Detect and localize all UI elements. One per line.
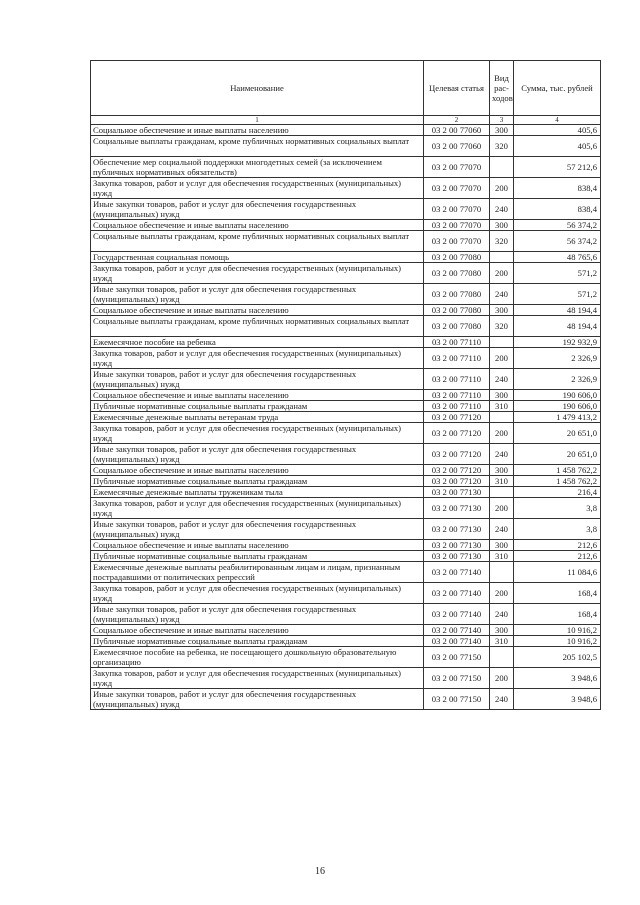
row-type (490, 157, 514, 178)
row-code: 03 2 00 77070 (424, 157, 490, 178)
table-body (91, 125, 601, 710)
header-sum: Сумма, тыс. рублей (514, 61, 601, 116)
table-row (91, 369, 601, 390)
row-name: Закупка товаров, работ и услуг для обеспечения государственных (муниципальных) нужд (91, 498, 424, 519)
row-name: Публичные нормативные социальные выплаты гражданам (91, 401, 424, 412)
row-sum: 48 194,4 (514, 305, 601, 316)
row-code: 03 2 00 77060 (424, 125, 490, 136)
row-sum: 838,4 (514, 178, 601, 199)
table-row (91, 562, 601, 583)
table-row (91, 390, 601, 401)
row-code: 03 2 00 77110 (424, 348, 490, 369)
table-row (91, 178, 601, 199)
row-name: Ежемесячные денежные выплаты труженикам тыла (91, 487, 424, 498)
row-code: 03 2 00 77130 (424, 519, 490, 540)
row-name: Иные закупки товаров, работ и услуг для обеспечения государственных (муниципальных) нужд (91, 444, 424, 465)
row-name: Социальное обеспечение и иные выплаты населению (91, 540, 424, 551)
row-sum: 56 374,2 (514, 220, 601, 231)
table-row (91, 284, 601, 305)
row-code: 03 2 00 77150 (424, 668, 490, 689)
column-number: 1 (91, 116, 424, 125)
row-type (490, 647, 514, 668)
row-name: Социальное обеспечение и иные выплаты населению (91, 305, 424, 316)
row-code: 03 2 00 77110 (424, 401, 490, 412)
table-row (91, 337, 601, 348)
row-sum: 168,4 (514, 604, 601, 625)
table-row (91, 636, 601, 647)
budget-table (90, 60, 601, 710)
column-number-row (91, 116, 601, 125)
row-type: 310 (490, 476, 514, 487)
row-sum: 20 651,0 (514, 444, 601, 465)
table-header-row (91, 61, 601, 116)
table-row (91, 444, 601, 465)
row-sum: 2 326,9 (514, 348, 601, 369)
row-sum: 3 948,6 (514, 668, 601, 689)
row-code: 03 2 00 77140 (424, 625, 490, 636)
row-sum: 3,8 (514, 519, 601, 540)
table-row (91, 604, 601, 625)
row-sum: 2 326,9 (514, 369, 601, 390)
row-code: 03 2 00 77110 (424, 337, 490, 348)
row-name: Социальное обеспечение и иные выплаты населению (91, 465, 424, 476)
header-name: Наименование (91, 61, 424, 116)
row-type: 200 (490, 583, 514, 604)
table-row (91, 625, 601, 636)
table-row (91, 583, 601, 604)
row-code: 03 2 00 77070 (424, 220, 490, 231)
row-sum: 405,6 (514, 125, 601, 136)
row-code: 03 2 00 77120 (424, 444, 490, 465)
row-name: Социальное обеспечение и иные выплаты населению (91, 390, 424, 401)
table-row (91, 252, 601, 263)
row-sum: 10 916,2 (514, 636, 601, 647)
row-type: 320 (490, 136, 514, 157)
row-sum: 20 651,0 (514, 423, 601, 444)
row-code: 03 2 00 77080 (424, 305, 490, 316)
row-sum: 3,8 (514, 498, 601, 519)
row-name: Иные закупки товаров, работ и услуг для обеспечения государственных (муниципальных) нужд (91, 604, 424, 625)
row-type: 200 (490, 348, 514, 369)
row-type: 310 (490, 636, 514, 647)
row-sum: 190 606,0 (514, 390, 601, 401)
row-type: 200 (490, 423, 514, 444)
table-row (91, 348, 601, 369)
row-name: Иные закупки товаров, работ и услуг для обеспечения государственных (муниципальных) нужд (91, 284, 424, 305)
row-code: 03 2 00 77120 (424, 476, 490, 487)
header-code: Целевая статья (424, 61, 490, 116)
table-row (91, 316, 601, 337)
row-name: Социальное обеспечение и иные выплаты населению (91, 220, 424, 231)
row-sum: 212,6 (514, 540, 601, 551)
row-type: 200 (490, 498, 514, 519)
row-code: 03 2 00 77070 (424, 231, 490, 252)
row-sum: 168,4 (514, 583, 601, 604)
row-type: 300 (490, 305, 514, 316)
row-type: 320 (490, 316, 514, 337)
row-type (490, 487, 514, 498)
table-row (91, 551, 601, 562)
row-type (490, 337, 514, 348)
row-type: 240 (490, 519, 514, 540)
row-name: Иные закупки товаров, работ и услуг для обеспечения государственных (муниципальных) нужд (91, 519, 424, 540)
row-type: 300 (490, 125, 514, 136)
column-number: 3 (490, 116, 514, 125)
row-type: 300 (490, 220, 514, 231)
table-row (91, 412, 601, 423)
table-row (91, 465, 601, 476)
row-sum: 205 102,5 (514, 647, 601, 668)
row-type: 300 (490, 625, 514, 636)
row-name: Публичные нормативные социальные выплаты гражданам (91, 636, 424, 647)
row-type (490, 412, 514, 423)
table-row (91, 136, 601, 157)
table-row (91, 125, 601, 136)
table-row (91, 519, 601, 540)
row-sum: 571,2 (514, 263, 601, 284)
row-code: 03 2 00 77080 (424, 263, 490, 284)
row-name: Иные закупки товаров, работ и услуг для обеспечения государственных (муниципальных) нужд (91, 689, 424, 710)
row-name: Закупка товаров, работ и услуг для обеспечения государственных (муниципальных) нужд (91, 178, 424, 199)
row-name: Социальное обеспечение и иные выплаты населению (91, 625, 424, 636)
row-code: 03 2 00 77130 (424, 498, 490, 519)
row-sum: 1 458 762,2 (514, 465, 601, 476)
row-name: Ежемесячные денежные выплаты ветеранам труда (91, 412, 424, 423)
row-sum: 48 765,6 (514, 252, 601, 263)
row-name: Закупка товаров, работ и услуг для обеспечения государственных (муниципальных) нужд (91, 348, 424, 369)
table-row (91, 199, 601, 220)
row-sum: 1 479 413,2 (514, 412, 601, 423)
row-sum: 212,6 (514, 551, 601, 562)
row-type: 240 (490, 284, 514, 305)
row-name: Закупка товаров, работ и услуг для обеспечения государственных (муниципальных) нужд (91, 668, 424, 689)
row-type: 240 (490, 604, 514, 625)
row-type: 200 (490, 668, 514, 689)
row-type: 240 (490, 199, 514, 220)
table-row (91, 487, 601, 498)
row-type: 240 (490, 369, 514, 390)
row-code: 03 2 00 77080 (424, 284, 490, 305)
table-row (91, 220, 601, 231)
row-type: 200 (490, 178, 514, 199)
row-type: 310 (490, 551, 514, 562)
row-type: 300 (490, 540, 514, 551)
row-sum: 10 916,2 (514, 625, 601, 636)
row-sum: 405,6 (514, 136, 601, 157)
row-name: Публичные нормативные социальные выплаты гражданам (91, 476, 424, 487)
row-type: 240 (490, 689, 514, 710)
row-code: 03 2 00 77150 (424, 689, 490, 710)
row-code: 03 2 00 77110 (424, 369, 490, 390)
row-name: Ежемесячное пособие на ребенка (91, 337, 424, 348)
table-row (91, 423, 601, 444)
row-code: 03 2 00 77120 (424, 412, 490, 423)
row-code: 03 2 00 77150 (424, 647, 490, 668)
row-code: 03 2 00 77070 (424, 199, 490, 220)
row-sum: 571,2 (514, 284, 601, 305)
row-code: 03 2 00 77060 (424, 136, 490, 157)
row-type: 320 (490, 231, 514, 252)
row-type: 200 (490, 263, 514, 284)
row-code: 03 2 00 77080 (424, 252, 490, 263)
row-type (490, 252, 514, 263)
row-sum: 57 212,6 (514, 157, 601, 178)
row-type (490, 562, 514, 583)
table-row (91, 401, 601, 412)
row-name: Закупка товаров, работ и услуг для обеспечения государственных (муниципальных) нужд (91, 583, 424, 604)
row-code: 03 2 00 77070 (424, 178, 490, 199)
row-name: Социальные выплаты гражданам, кроме публичных нормативных социальных выплат (91, 316, 424, 337)
header-type: Вид рас-ходов (490, 61, 514, 116)
table-row (91, 668, 601, 689)
table-row (91, 689, 601, 710)
table-row (91, 263, 601, 284)
row-code: 03 2 00 77140 (424, 636, 490, 647)
row-code: 03 2 00 77130 (424, 487, 490, 498)
row-code: 03 2 00 77140 (424, 583, 490, 604)
row-name: Закупка товаров, работ и услуг для обеспечения государственных (муниципальных) нужд (91, 423, 424, 444)
row-type: 310 (490, 401, 514, 412)
table-row (91, 540, 601, 551)
row-code: 03 2 00 77120 (424, 465, 490, 476)
page-number: 16 (315, 866, 325, 877)
row-sum: 190 606,0 (514, 401, 601, 412)
row-code: 03 2 00 77080 (424, 316, 490, 337)
row-code: 03 2 00 77120 (424, 423, 490, 444)
row-code: 03 2 00 77140 (424, 604, 490, 625)
table-row (91, 157, 601, 178)
row-name: Обеспечение мер социальной поддержки многодетных семей (за исключением публичных нормативных обязательств) (91, 157, 424, 178)
row-name: Социальные выплаты гражданам, кроме публичных нормативных социальных выплат (91, 231, 424, 252)
row-sum: 56 374,2 (514, 231, 601, 252)
row-name: Иные закупки товаров, работ и услуг для обеспечения государственных (муниципальных) нужд (91, 369, 424, 390)
row-code: 03 2 00 77130 (424, 540, 490, 551)
row-sum: 48 194,4 (514, 316, 601, 337)
row-code: 03 2 00 77110 (424, 390, 490, 401)
row-sum: 192 932,9 (514, 337, 601, 348)
row-name: Социальные выплаты гражданам, кроме публичных нормативных социальных выплат (91, 136, 424, 157)
row-type: 300 (490, 390, 514, 401)
row-sum: 3 948,6 (514, 689, 601, 710)
row-name: Социальное обеспечение и иные выплаты населению (91, 125, 424, 136)
row-type: 240 (490, 444, 514, 465)
table-row (91, 476, 601, 487)
column-number: 2 (424, 116, 490, 125)
table-row (91, 647, 601, 668)
row-name: Ежемесячное пособие на ребенка, не посещающего дошкольную образовательную организацию (91, 647, 424, 668)
table-row (91, 498, 601, 519)
row-name: Государственная социальная помощь (91, 252, 424, 263)
row-name: Ежемесячные денежные выплаты реабилитированным лицам и лицам, признанным пострадавшими от политических репрессий (91, 562, 424, 583)
row-type: 300 (490, 465, 514, 476)
row-name: Закупка товаров, работ и услуг для обеспечения государственных (муниципальных) нужд (91, 263, 424, 284)
column-number: 4 (514, 116, 601, 125)
row-sum: 11 084,6 (514, 562, 601, 583)
table-row (91, 231, 601, 252)
row-code: 03 2 00 77140 (424, 562, 490, 583)
table-row (91, 305, 601, 316)
row-sum: 216,4 (514, 487, 601, 498)
row-name: Публичные нормативные социальные выплаты гражданам (91, 551, 424, 562)
row-sum: 838,4 (514, 199, 601, 220)
row-sum: 1 458 762,2 (514, 476, 601, 487)
row-code: 03 2 00 77130 (424, 551, 490, 562)
row-name: Иные закупки товаров, работ и услуг для обеспечения государственных (муниципальных) нужд (91, 199, 424, 220)
